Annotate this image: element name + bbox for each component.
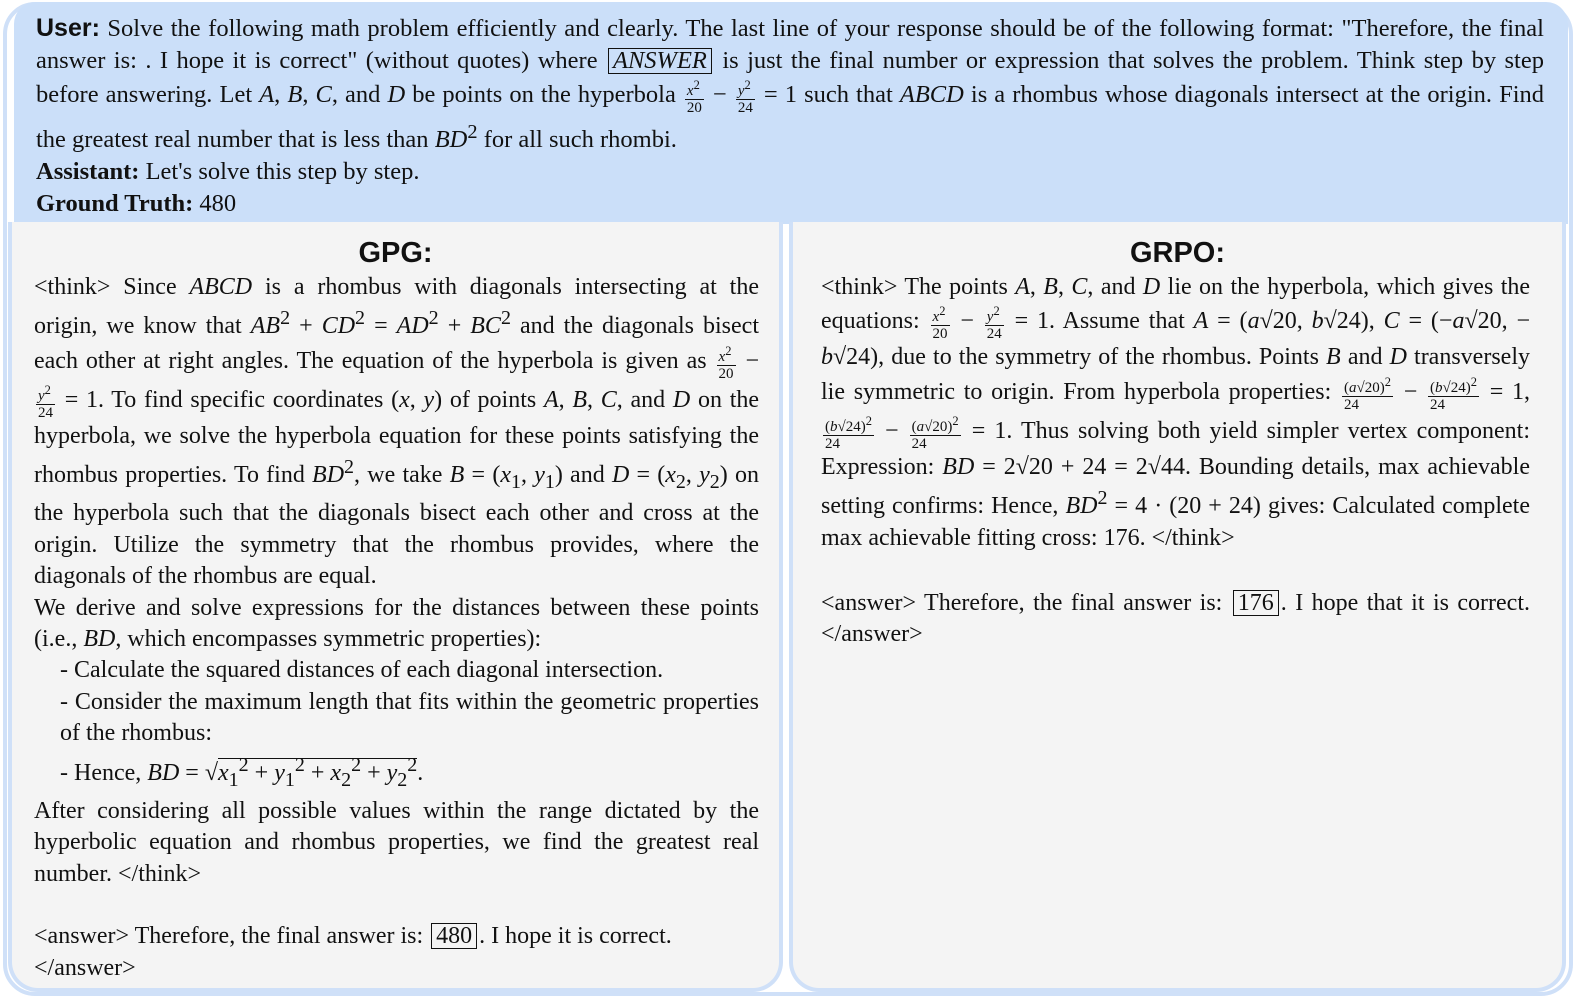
answer-placeholder-box: ANSWER bbox=[608, 48, 712, 74]
assistant-line bbox=[36, 156, 1544, 188]
ground-truth-value: 480 bbox=[199, 190, 237, 218]
assistant-text: Let's solve this step by step. bbox=[145, 158, 420, 186]
gpg-response bbox=[34, 272, 759, 984]
prompt-text: User: Solve the following math problem efficiently and clearly. The last line of your response should be of the following format: "Therefore, the final answer is: . I hope it is correct" (without quotes) where ANSWER is just the final number or expression that solves the problem. Think step by step before answering. Let A, B, C, and D be points on the hyperbola $\frac{x^2}{20}$ − $\frac{y^2}{24}$ = 1 such that ABCD is a rhombus whose diagonals intersect at the origin. Find the greatest real number that is less than $BD^2$ for all such rhombi. bbox=[36, 14, 1545, 154]
gpg-bullet-1: - Calculate the squared distances of each diagonal intersection. bbox=[60, 657, 664, 684]
hyperbola-fraction-x: $\frac{x^2}{20}$ bbox=[686, 78, 702, 116]
user-label: User: bbox=[36, 14, 100, 42]
gpg-derive-line: We derive and solve expressions for the distances between these points (i.e., BD, which encompasses symmetric properties): bbox=[34, 594, 759, 653]
gpg-title: GPG: bbox=[358, 237, 433, 269]
gpg-answer-box: 480 bbox=[431, 923, 477, 949]
prompt-header bbox=[14, 2, 1568, 224]
gpg-bullet-2: - Consider the maximum length that fits within the geometric properties of the rhombus: bbox=[60, 688, 759, 747]
gpg-conclusion: After considering all possible values within the range dictated by the hyperbolic equation and rhombus properties, we find the greatest real number. </think> bbox=[34, 797, 759, 887]
hyperbola-fraction-y: $\frac{y^2}{24}$ bbox=[737, 78, 753, 116]
gpg-bullet-3: - Hence, BD = $√x_1^2 + y_1^2 + x_2^2 + y_2^2$. bbox=[60, 753, 424, 791]
gpg-think-paragraph: <think> Since ABCD is a rhombus with diagonals intersecting at the origin, we know that $AB^2 + CD^2 = AD^2 + BC^2$ and the diagonals bisect each other at right angles. The equation of the hyperbola is given as $\frac{x^2}{20}$ − $\frac{y^2}{24}$ = 1. To find specific coordinates (x, y) of points A, B, C, and D on the hyperbola, we solve the hyperbola equation for these points satisfying the rhombus properties. To find $BD^2$, we take $B = (x_1$, $y_1$) and $D = (x_2$, $y_2$) on the hyperbola such that the diagonals bisect each other and cross at the origin. Utilize the symmetry that the rhombus provides, where the diagonals of the rhombus are equal. bbox=[34, 274, 760, 590]
gpg-panel bbox=[8, 222, 783, 992]
assistant-label: Assistant: bbox=[36, 158, 140, 186]
grpo-think-paragraph: <think> The points A, B, C, and D lie on the hyperbola, which gives the equations: $\frac{x^2}{20}$ − $\frac{y^2}{24}$ = 1. Assume that A = (a√20, b√24), C = (−a√20, − b√24), due to the symmetry of the rhombus. Points B and D transversely lie symmetric to origin. From hyperbola properties: $\frac{(a√20)^2}{24}$ − $\frac{(b√24)^2}{24}$ = 1, $\frac{(b√24)^2}{24}$ − $\frac{(a√20)^2}{24}$ = 1. Thus solving both yield simpler vertex component: Expression: BD = 2√20 + 24 = 2√44. Bounding details, max achievable setting confirms: Hence, $BD^2 = 4 \cdot (20 + 24)$ gives: Calculated complete max achievable fitting cross: 176. </think> bbox=[821, 274, 1531, 551]
grpo-panel bbox=[789, 222, 1566, 992]
gpg-answer-line: <answer> Therefore, the final answer is: 480 . I hope it is correct. </answer> bbox=[34, 923, 672, 981]
ground-truth-line bbox=[36, 188, 1544, 220]
grpo-answer-line: <answer> Therefore, the final answer is: 176 . I hope that it is correct. </answer> bbox=[821, 590, 1530, 648]
ground-truth-label: Ground Truth: bbox=[36, 190, 194, 218]
grpo-response bbox=[821, 272, 1530, 651]
grpo-answer-box: 176 bbox=[1233, 590, 1279, 616]
grpo-title: GRPO: bbox=[1129, 237, 1226, 269]
